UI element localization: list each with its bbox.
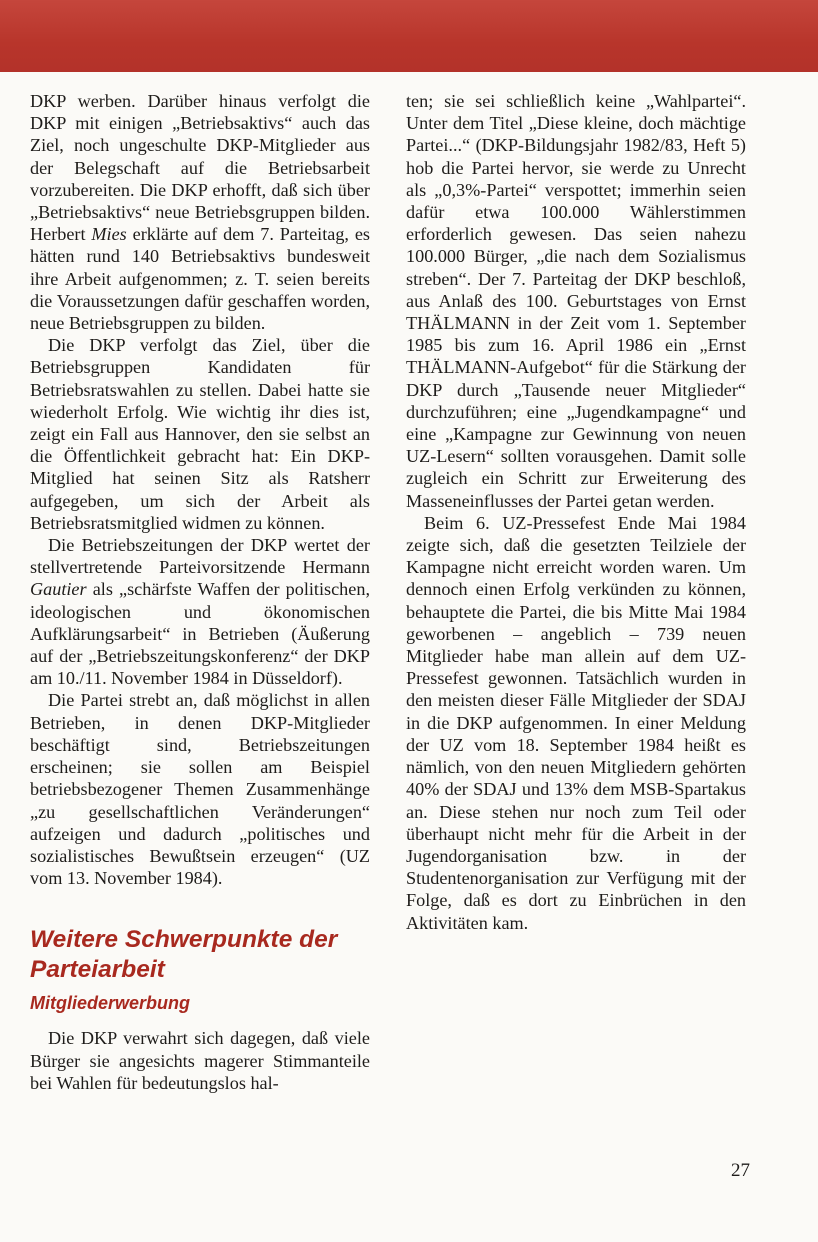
page-number: 27 [731, 1160, 750, 1181]
section-subheading: Mitgliederwerbung [30, 993, 191, 1014]
paragraph: ten; sie sei schließlich keine „Wahlpartei“. Unter dem Titel „Diese kleine, doch mächtige Partei...“ (DKP-Bildungsjahr 1982/83, Heft 5) hob die Partei hervor, sie werde zu Unrecht als „0,3%-Partei“ verspottet; immerhin seien dafür etwa 100.000 Wählerstimmen erforderlich gewesen. Das seien nahezu 100.000 Bürger, „die nach dem Sozialismus streben“. Der 7. Parteitag der DKP beschloß, aus Anlaß des 100. Geburtstages von Ernst THÄLMANN in der Zeit vom 1. September 1985 bis zum 16. April 1986 ein „Ernst THÄLMANN-Aufgebot“ für die Stärkung der DKP durch „Tausende neuer Mitglieder“ durchzuführen; eine „Jugendkampagne“ und eine „Kampagne zur Gewinnung von neuen UZ-Lesern“ sollten vorausgehen. Damit solle zugleich ein Schritt zur Erweiterung des Masseneinflusses der Partei getan werden. [406, 91, 746, 511]
paragraph: Die DKP verfolgt das Ziel, über die Betriebsgruppen Kandidaten für Betriebsratswahlen zu stellen. Dabei hatte sie wiederholt Erfolg. Wie wichtig ihr dies ist, zeigt ein Fall aus Hannover, den sie selbst an die Öffentlichkeit gebracht hat: Ein DKP-Mitglied hat seinen Sitz als Ratsherr aufgegeben, um sich der Arbeit als Betriebsratsmitglied widmen zu können. [30, 335, 370, 533]
left-column [30, 90, 370, 1094]
person-name: Mies [91, 224, 127, 245]
paragraph: Die Partei strebt an, daß möglichst in allen Betrieben, in denen DKP-Mitglieder beschäftigt sind, Betriebszeitungen erscheinen; sie sollen am Beispiel betriebsbezogener Themen Zusammenhänge „zu gesellschaftlichen Veränderungen“ aufzeigen und dadurch „politisches und sozialistisches Bewußtsein erzeugen“ (UZ vom 13. November 1984). [30, 690, 370, 889]
person-name: Gautier [30, 579, 87, 600]
paragraph: DKP werben. Darüber hinaus verfolgt die DKP mit einigen „Betriebsaktivs“ auch das Ziel, noch ungeschulte DKP-Mitglieder aus der Belegschaft auf die Betriebsarbeit vorzubereiten. Die DKP erhofft, daß sich über „Betriebsaktivs“ neue Betriebsgruppen bilden. Herbert Mies erklärte auf dem 7. Parteitag, es hätten rund 140 Betriebsaktivs bundesweit ihre Arbeit aufgenommen; z. T. seien bereits die Voraussetzungen dafür geschaffen worden, neue Betriebsgruppen zu bilden. [30, 91, 370, 334]
right-column [406, 90, 746, 934]
header-color-band [0, 0, 818, 72]
paragraph: Die Betriebszeitungen der DKP wertet der stellvertretende Parteivorsitzende Hermann Gautier als „schärfste Waffen der politischen, ideologischen und ökonomischen Aufklärungsarbeit“ in Betrieben (Äußerung auf der „Betriebszeitungskonferenz“ der DKP am 10./11. November 1984 in Düsseldorf). [30, 535, 370, 689]
paragraph: Die DKP verwahrt sich dagegen, daß viele Bürger sie angesichts magerer Stimmanteile bei Wahlen für bedeutungslos hal- [30, 1028, 370, 1093]
paragraph: Beim 6. UZ-Pressefest Ende Mai 1984 zeigte sich, daß die gesetzten Teilziele der Kampagne nicht erreicht worden waren. Um dennoch einen Erfolg verkünden zu können, behauptete die Partei, die bis Mitte Mai 1984 geworbenen – angeblich – 739 neuen Mitglieder habe man allein auf dem UZ-Pressefest gewonnen. Tatsächlich wurden in den meisten dieser Fälle Mitglieder der SDAJ in die DKP aufgenommen. In einer Meldung der UZ vom 18. September 1984 heißt es nämlich, von den neuen Mitgliedern gehörten 40% der SDAJ und 13% dem MSB-Spartakus an. Diese stehen nur noch zum Teil oder überhaupt nicht mehr für die Arbeit in der Jugendorganisation bzw. in der Studentenorganisation zur Verfügung mit der Folge, daß es dort zu Einbrüchen in den Aktivitäten kam. [406, 512, 746, 933]
section-heading: Weitere Schwerpunkte der Parteiarbeit [30, 926, 338, 984]
